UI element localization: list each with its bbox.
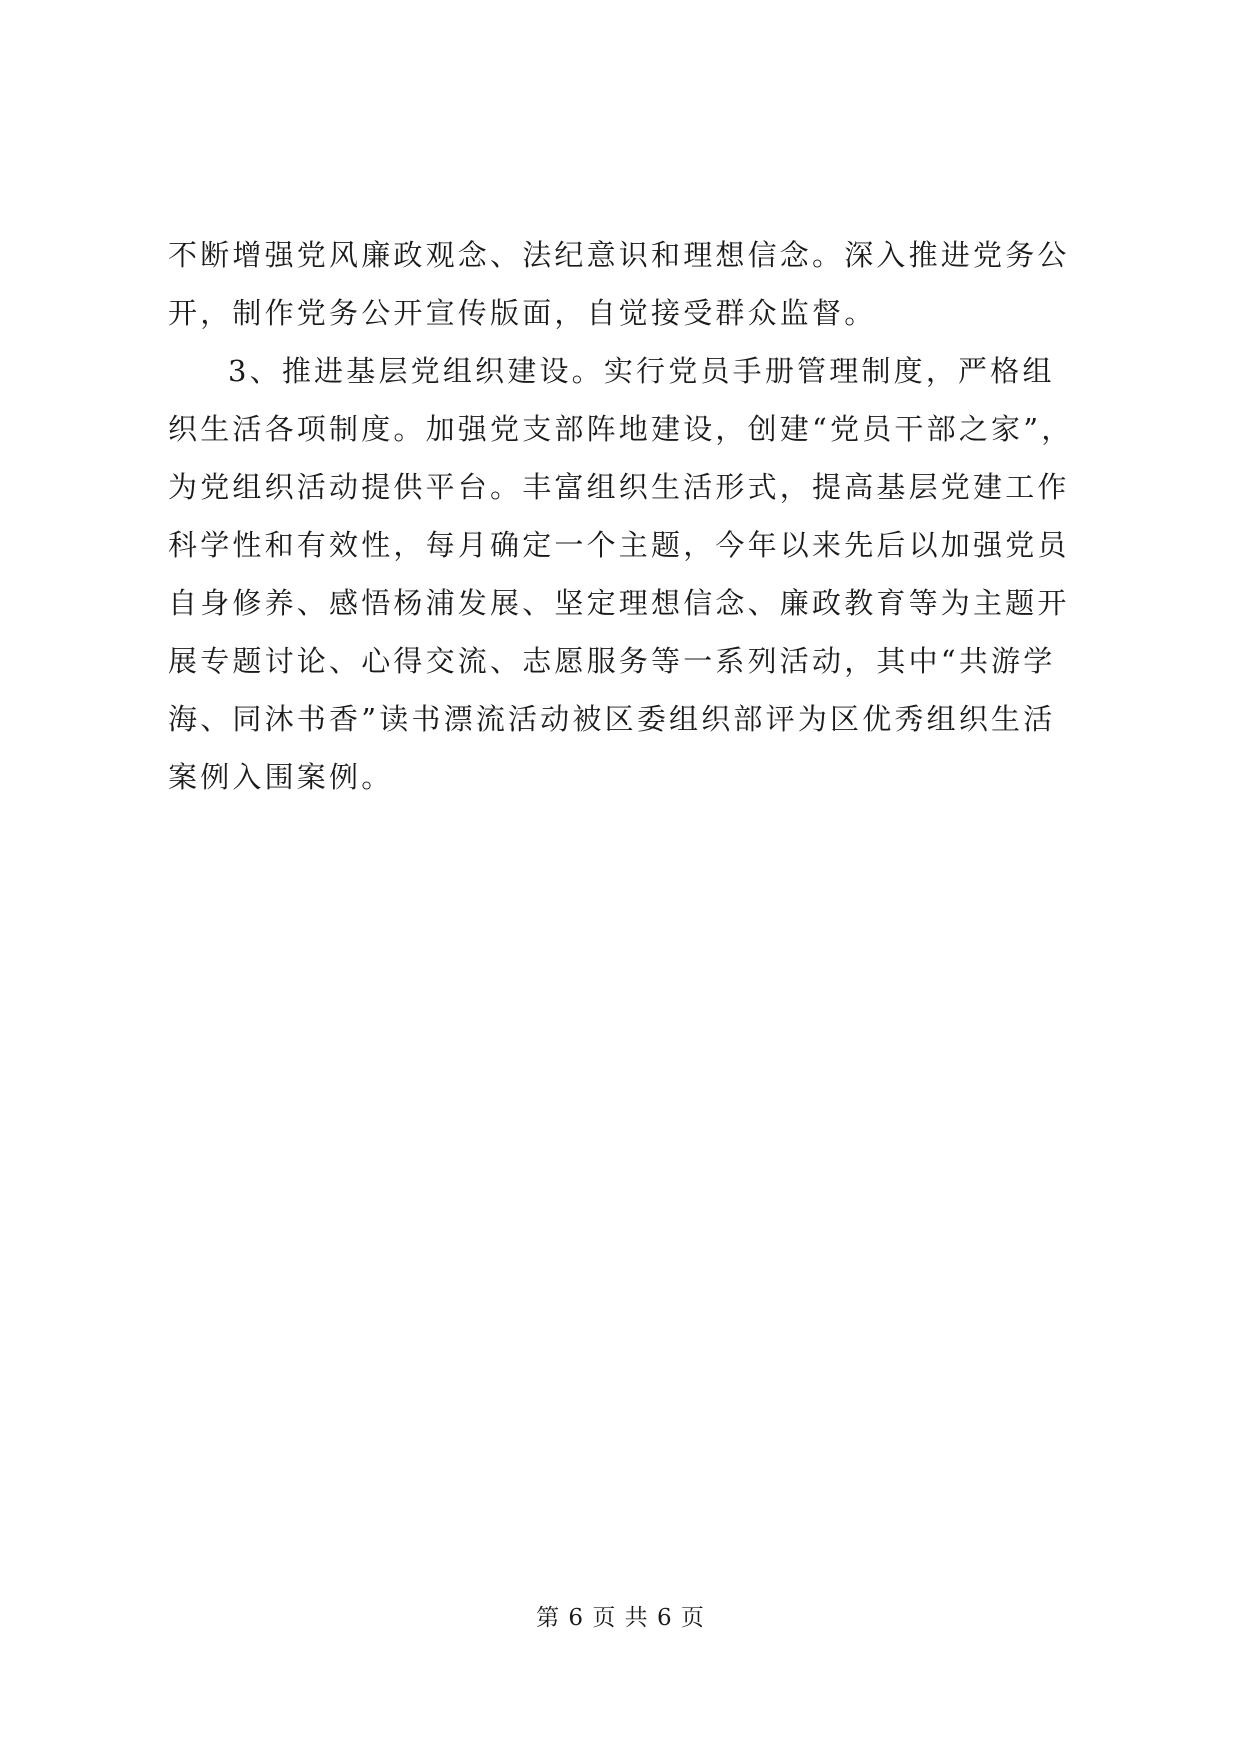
text-line: 展专题讨论、心得交流、志愿服务等一系列活动，其中“共游学 [168, 644, 1056, 678]
text-line: 不断增强党风廉政观念、法纪意识和理想信念。深入推进党务公 [168, 238, 1070, 272]
text-line: 织生活各项制度。加强党支部阵地建设，创建“党员干部之家”， [168, 412, 1074, 446]
text-line: 海、同沐书香”读书漂流活动被区委组织部评为区优秀组织生活 [168, 702, 1056, 736]
text-line: 科学性和有效性，每月确定一个主题，今年以来先后以加强党员 [168, 528, 1070, 562]
body-text [168, 226, 1078, 806]
text-line: 自身修养、感悟杨浦发展、坚定理想信念、廉政教育等为主题开 [168, 586, 1070, 620]
text-line: 为党组织活动提供平台。丰富组织生活形式，提高基层党建工作 [168, 470, 1070, 504]
text-line: 3、推进基层党组织建设。实行党员手册管理制度，严格组 [228, 354, 1055, 388]
text-line: 开，制作党务公开宣传版面，自觉接受群众监督。 [168, 296, 877, 330]
page-number-footer: 第 6 页 共 6 页 [536, 1605, 705, 1631]
text-line: 案例入围案例。 [168, 760, 394, 794]
